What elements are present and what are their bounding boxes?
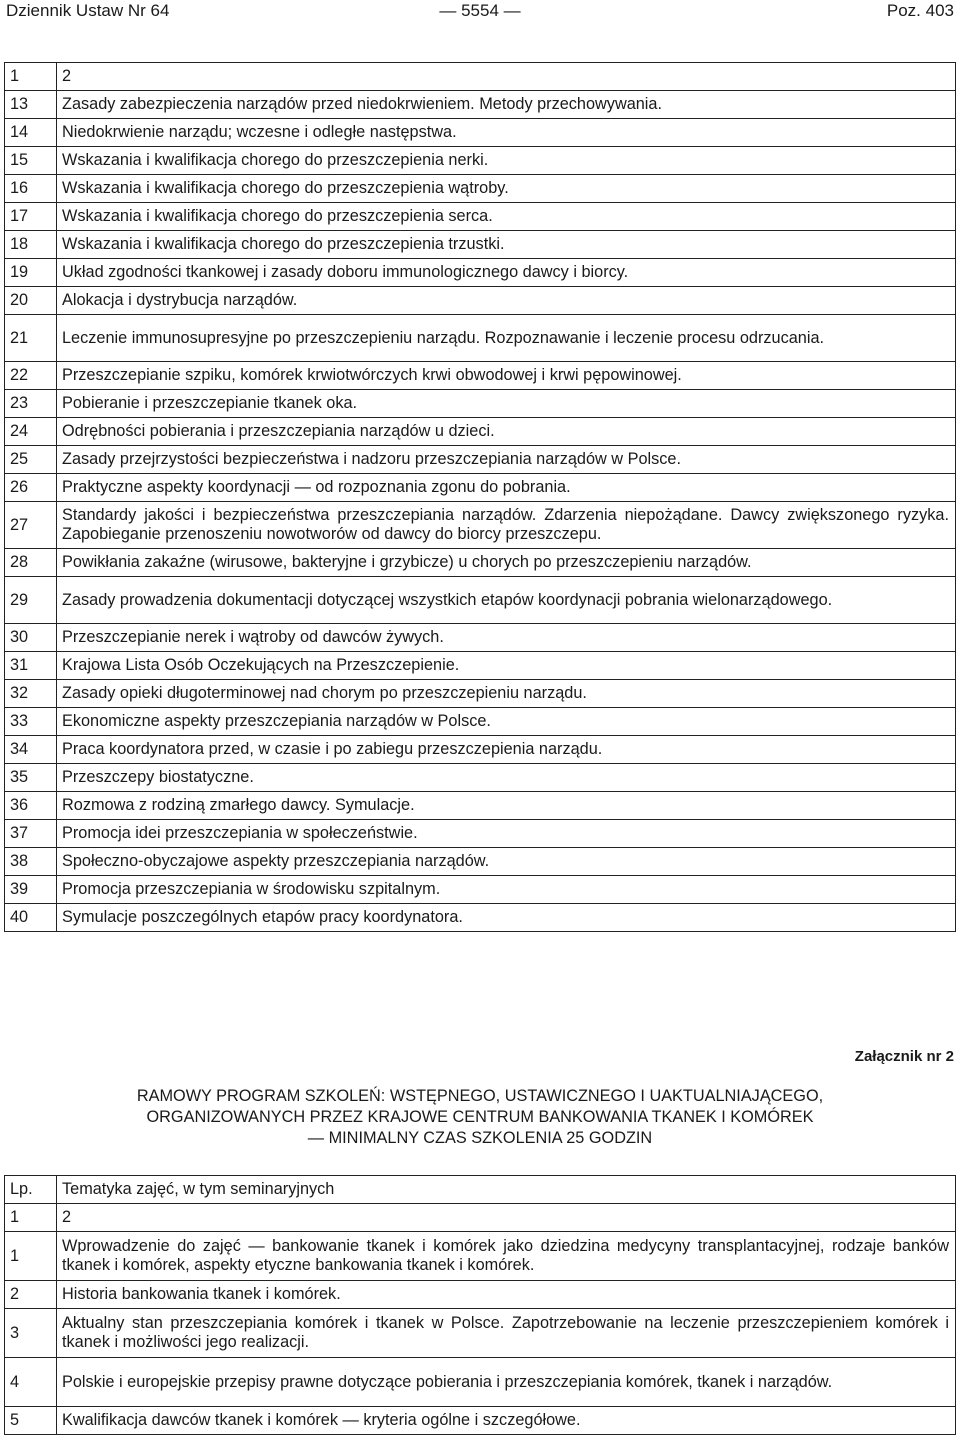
topic-text: Standardy jakości i bezpieczeństwa przeszczepiania narządów. Zdarzenia niepożądane. Dawcy zwiększonego ryzyka. Zapobieganie przenoszeniu nowotworów od dawcy do biorcy przeszczepu. — [57, 502, 956, 549]
topic-text: Powikłania zakaźne (wirusowe, bakteryjne i grzybicze) u chorych po przeszczepieniu narządów. — [57, 549, 956, 577]
table-row — [5, 315, 956, 362]
column-number-cell: 2 — [57, 63, 956, 91]
topic-text: Wskazania i kwalifikacja chorego do przeszczepienia serca. — [57, 203, 956, 231]
row-number: 17 — [5, 203, 57, 231]
table-row — [5, 362, 956, 390]
row-number: 31 — [5, 652, 57, 680]
position-number: Poz. 403 — [886, 1, 954, 20]
topic-text: Niedokrwienie narządu; wczesne i odległe następstwa. — [57, 119, 956, 147]
row-number: 27 — [5, 502, 57, 549]
table-row — [5, 1281, 956, 1309]
annex-title-line: ORGANIZOWANYCH PRZEZ KRAJOWE CENTRUM BANKOWANIA TKANEK I KOMÓREK — [146, 1108, 814, 1126]
table-row — [5, 502, 956, 549]
row-number: 20 — [5, 287, 57, 315]
table-row — [5, 848, 956, 876]
journal-name: Dziennik Ustaw Nr 64 — [6, 1, 170, 20]
annex-title-line: RAMOWY PROGRAM SZKOLEŃ: WSTĘPNEGO, USTAWICZNEGO I UAKTUALNIAJĄCEGO, — [136, 1087, 824, 1105]
table-column-numbers-row — [5, 63, 956, 91]
row-number: 21 — [5, 315, 57, 362]
table-row — [5, 91, 956, 119]
topic-text: Promocja idei przeszczepiania w społeczeństwie. — [57, 820, 956, 848]
topic-text: Przeszczepianie szpiku, komórek krwiotwórczych krwi obwodowej i krwi pępowinowej. — [57, 362, 956, 390]
topic-text: Kwalifikacja dawców tkanek i komórek — kryteria ogólne i szczegółowe. — [57, 1407, 956, 1435]
topic-text: Praca koordynatora przed, w czasie i po zabiegu przeszczepienia narządu. — [57, 736, 956, 764]
row-number: 4 — [5, 1358, 57, 1407]
table-row — [5, 1309, 956, 1358]
row-number: 22 — [5, 362, 57, 390]
row-number: 19 — [5, 259, 57, 287]
table-row — [5, 119, 956, 147]
topic-text: Społeczno-obyczajowe aspekty przeszczepiania narządów. — [57, 848, 956, 876]
row-number: 5 — [5, 1407, 57, 1435]
table-row — [5, 1407, 956, 1435]
topic-text: Wskazania i kwalifikacja chorego do przeszczepienia nerki. — [57, 147, 956, 175]
table-row — [5, 1232, 956, 1281]
table-column-numbers-row — [5, 1204, 956, 1232]
topic-text: Leczenie immunosupresyjne po przeszczepieniu narządu. Rozpoznawanie i leczenie procesu odrzucania. — [57, 315, 956, 362]
table-row — [5, 1358, 956, 1407]
topic-text: Alokacja i dystrybucja narządów. — [57, 287, 956, 315]
table-row — [5, 624, 956, 652]
topic-text: Symulacje poszczególnych etapów pracy koordynatora. — [57, 904, 956, 932]
table-row — [5, 876, 956, 904]
row-number: 32 — [5, 680, 57, 708]
page-header — [0, 0, 960, 24]
row-number: 38 — [5, 848, 57, 876]
topic-text: Aktualny stan przeszczepiania komórek i tkanek w Polsce. Zapotrzebowanie na leczenie przeszczepieniem komórek i tkanek i możliwości jego realizacji. — [57, 1309, 956, 1358]
table-row — [5, 764, 956, 792]
topic-text: Zasady zabezpieczenia narządów przed niedokrwieniem. Metody przechowywania. — [57, 91, 956, 119]
topic-text: Zasady prowadzenia dokumentacji dotyczącej wszystkich etapów koordynacji pobrania wielonarządowego. — [57, 577, 956, 624]
topic-text: Przeszczepianie nerek i wątroby od dawców żywych. — [57, 624, 956, 652]
row-number: 16 — [5, 175, 57, 203]
table-row — [5, 418, 956, 446]
topic-text: Wskazania i kwalifikacja chorego do przeszczepienia wątroby. — [57, 175, 956, 203]
topic-text: Przeszczepy biostatyczne. — [57, 764, 956, 792]
row-number: 23 — [5, 390, 57, 418]
topic-text: Polskie i europejskie przepisy prawne dotyczące pobierania i przeszczepiania komórek, tkanek i narządów. — [57, 1358, 956, 1407]
row-number: 25 — [5, 446, 57, 474]
row-number: 37 — [5, 820, 57, 848]
column-number-cell: 1 — [5, 1204, 57, 1232]
topic-text: Promocja przeszczepiania w środowisku szpitalnym. — [57, 876, 956, 904]
topic-text: Pobieranie i przeszczepianie tkanek oka. — [57, 390, 956, 418]
annex-title — [0, 1086, 960, 1149]
table-row — [5, 652, 956, 680]
table-row — [5, 446, 956, 474]
table-row — [5, 820, 956, 848]
row-number: 14 — [5, 119, 57, 147]
row-number: 39 — [5, 876, 57, 904]
table-row — [5, 549, 956, 577]
topic-text: Zasady przejrzystości bezpieczeństwa i nadzoru przeszczepiania narządów w Polsce. — [57, 446, 956, 474]
topic-header: Tematyka zajęć, w tym seminaryjnych — [57, 1176, 956, 1204]
topic-text: Ekonomiczne aspekty przeszczepiania narządów w Polsce. — [57, 708, 956, 736]
annex-label: Załącznik nr 2 — [854, 1048, 954, 1065]
tissue-bank-program-table — [4, 1175, 956, 1435]
table-row — [5, 680, 956, 708]
page-number: — 5554 — — [439, 1, 521, 20]
table-row — [5, 577, 956, 624]
row-number: 35 — [5, 764, 57, 792]
topic-text: Wprowadzenie do zajęć — bankowanie tkanek i komórek jako dziedzina medycyny transplantacyjnej, rodzaje banków tkanek i komórek, aspekty etyczne bankowania tkanek i komórek. — [57, 1232, 956, 1281]
topic-text: Odrębności pobierania i przeszczepiania narządów u dzieci. — [57, 418, 956, 446]
row-number: 13 — [5, 91, 57, 119]
row-number: 33 — [5, 708, 57, 736]
table-row — [5, 904, 956, 932]
topic-text: Zasady opieki długoterminowej nad chorym po przeszczepieniu narządu. — [57, 680, 956, 708]
table-row — [5, 474, 956, 502]
topic-text: Wskazania i kwalifikacja chorego do przeszczepienia trzustki. — [57, 231, 956, 259]
row-number: 36 — [5, 792, 57, 820]
topic-text: Historia bankowania tkanek i komórek. — [57, 1281, 956, 1309]
column-number-cell: 1 — [5, 63, 57, 91]
table-row — [5, 708, 956, 736]
table-row — [5, 390, 956, 418]
row-number: 34 — [5, 736, 57, 764]
row-number: 26 — [5, 474, 57, 502]
table-row — [5, 203, 956, 231]
row-number: 30 — [5, 624, 57, 652]
row-number: 15 — [5, 147, 57, 175]
column-number-cell: 2 — [57, 1204, 956, 1232]
table-row — [5, 792, 956, 820]
annex-title-line: — MINIMALNY CZAS SZKOLENIA 25 GODZIN — [307, 1129, 653, 1147]
table-header-row — [5, 1176, 956, 1204]
row-number: 29 — [5, 577, 57, 624]
table-row — [5, 175, 956, 203]
row-number: 40 — [5, 904, 57, 932]
row-number: 28 — [5, 549, 57, 577]
table-row — [5, 231, 956, 259]
table-row — [5, 147, 956, 175]
table-row — [5, 287, 956, 315]
row-number: 1 — [5, 1232, 57, 1281]
topic-text: Praktyczne aspekty koordynacji — od rozpoznania zgonu do pobrania. — [57, 474, 956, 502]
topic-text: Krajowa Lista Osób Oczekujących na Przeszczepienie. — [57, 652, 956, 680]
row-number: 3 — [5, 1309, 57, 1358]
lp-header: Lp. — [5, 1176, 57, 1204]
training-topics-table — [4, 62, 956, 932]
row-number: 18 — [5, 231, 57, 259]
topic-text: Układ zgodności tkankowej i zasady doboru immunologicznego dawcy i biorcy. — [57, 259, 956, 287]
row-number: 2 — [5, 1281, 57, 1309]
table-row — [5, 259, 956, 287]
table-row — [5, 736, 956, 764]
topic-text: Rozmowa z rodziną zmarłego dawcy. Symulacje. — [57, 792, 956, 820]
row-number: 24 — [5, 418, 57, 446]
